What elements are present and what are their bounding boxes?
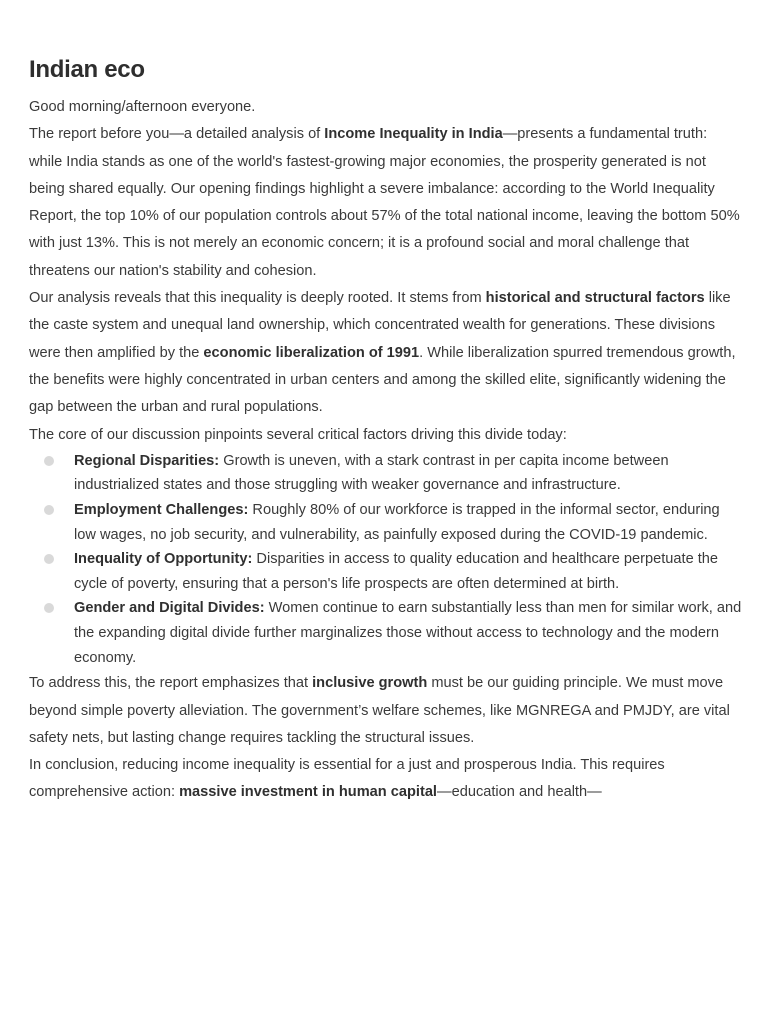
intro-text-1: The report before you—a detailed analysis of bbox=[29, 126, 325, 143]
bullet-heading: Regional Disparities: bbox=[74, 452, 220, 469]
analysis-text-1: Our analysis reveals that this inequality is deeply rooted. It stems from bbox=[29, 290, 486, 307]
bullet-text: Women continue to earn substantially less than men for similar work, and the expanding digital divide further marginalizes those without access to technology and the modern economy. bbox=[74, 600, 742, 666]
bullet-text: Growth is uneven, with a stark contrast in per capita income between industrialized states and those struggling with weaker governance and infrastructure. bbox=[74, 452, 669, 494]
bullet-heading: Employment Challenges: bbox=[74, 502, 249, 519]
intro-text-2: —presents a fundamental truth: while India stands as one of the world's fastest-growing major economies, the prosperity generated is not being shared equally. Our opening findings highlight a severe imbalance: according to the World Inequality Report, the top 10% of our population controls about 57% of the total national income, leaving the bottom 50% with just 13%. This is not merely an economic concern; it is a profound social and moral challenge that threatens our nation's stability and cohesion. bbox=[29, 126, 740, 279]
intro-bold-income-inequality: Income Inequality in India bbox=[324, 126, 503, 143]
conclusion-text-2: —education and health— bbox=[437, 784, 602, 801]
list-item bbox=[29, 498, 742, 547]
list-item bbox=[29, 596, 742, 670]
bullet-text: Roughly 80% of our workforce is trapped in the informal sector, enduring low wages, no job security, and vulnerability, as painfully exposed during the COVID-19 pandemic. bbox=[74, 502, 720, 543]
conclusion-paragraph bbox=[29, 752, 742, 807]
bullet-dot-icon bbox=[44, 456, 54, 466]
analysis-bold-liberalization: economic liberalization of 1991 bbox=[203, 344, 420, 361]
factors-intro-paragraph: The core of our discussion pinpoints several critical factors driving this divide today: bbox=[29, 426, 567, 443]
intro-paragraph bbox=[29, 121, 742, 285]
list-item bbox=[29, 547, 742, 596]
bullet-dot-icon bbox=[44, 603, 54, 613]
conclusion-bold: massive investment in human capital bbox=[179, 784, 437, 801]
greeting-paragraph: Good morning/afternoon everyone. bbox=[29, 99, 256, 115]
analysis-bold-historical: historical and structural factors bbox=[485, 290, 705, 307]
bullet-heading: Inequality of Opportunity: bbox=[74, 551, 253, 568]
bullet-text: Disparities in access to quality education and healthcare perpetuate the cycle of poverty, ensuring that a person's life prospects are often determined at birth. bbox=[74, 551, 719, 592]
conclusion-text-1: In conclusion, reducing income inequality is essential for a just and prosperous India. This requires comprehensive action: bbox=[29, 757, 665, 801]
inclusive-bold: inclusive growth bbox=[312, 675, 428, 692]
analysis-text-3: . While liberalization spurred tremendous growth, the benefits were highly concentrated in urban centers and among the skilled elite, significantly widening the gap between the urban and rural populations. bbox=[29, 344, 736, 416]
document-title: Indian eco bbox=[29, 56, 145, 83]
bullet-dot-icon bbox=[44, 554, 54, 564]
analysis-paragraph bbox=[29, 285, 742, 421]
list-item bbox=[29, 449, 742, 498]
factors-list bbox=[29, 449, 742, 670]
inclusive-text-1: To address this, the report emphasizes that bbox=[29, 675, 313, 692]
inclusive-growth-paragraph bbox=[29, 670, 742, 752]
bullet-heading: Gender and Digital Divides: bbox=[74, 600, 265, 617]
bullet-dot-icon bbox=[44, 505, 54, 515]
inclusive-text-2: must be our guiding principle. We must move beyond simple poverty alleviation. The government’s welfare schemes, like MGNREGA and PMJDY, are vital safety nets, but lasting change requires tackling the structural issues. bbox=[29, 675, 730, 746]
analysis-text-2: like the caste system and unequal land ownership, which concentrated wealth for generations. These divisions were then amplified by the bbox=[29, 290, 731, 361]
